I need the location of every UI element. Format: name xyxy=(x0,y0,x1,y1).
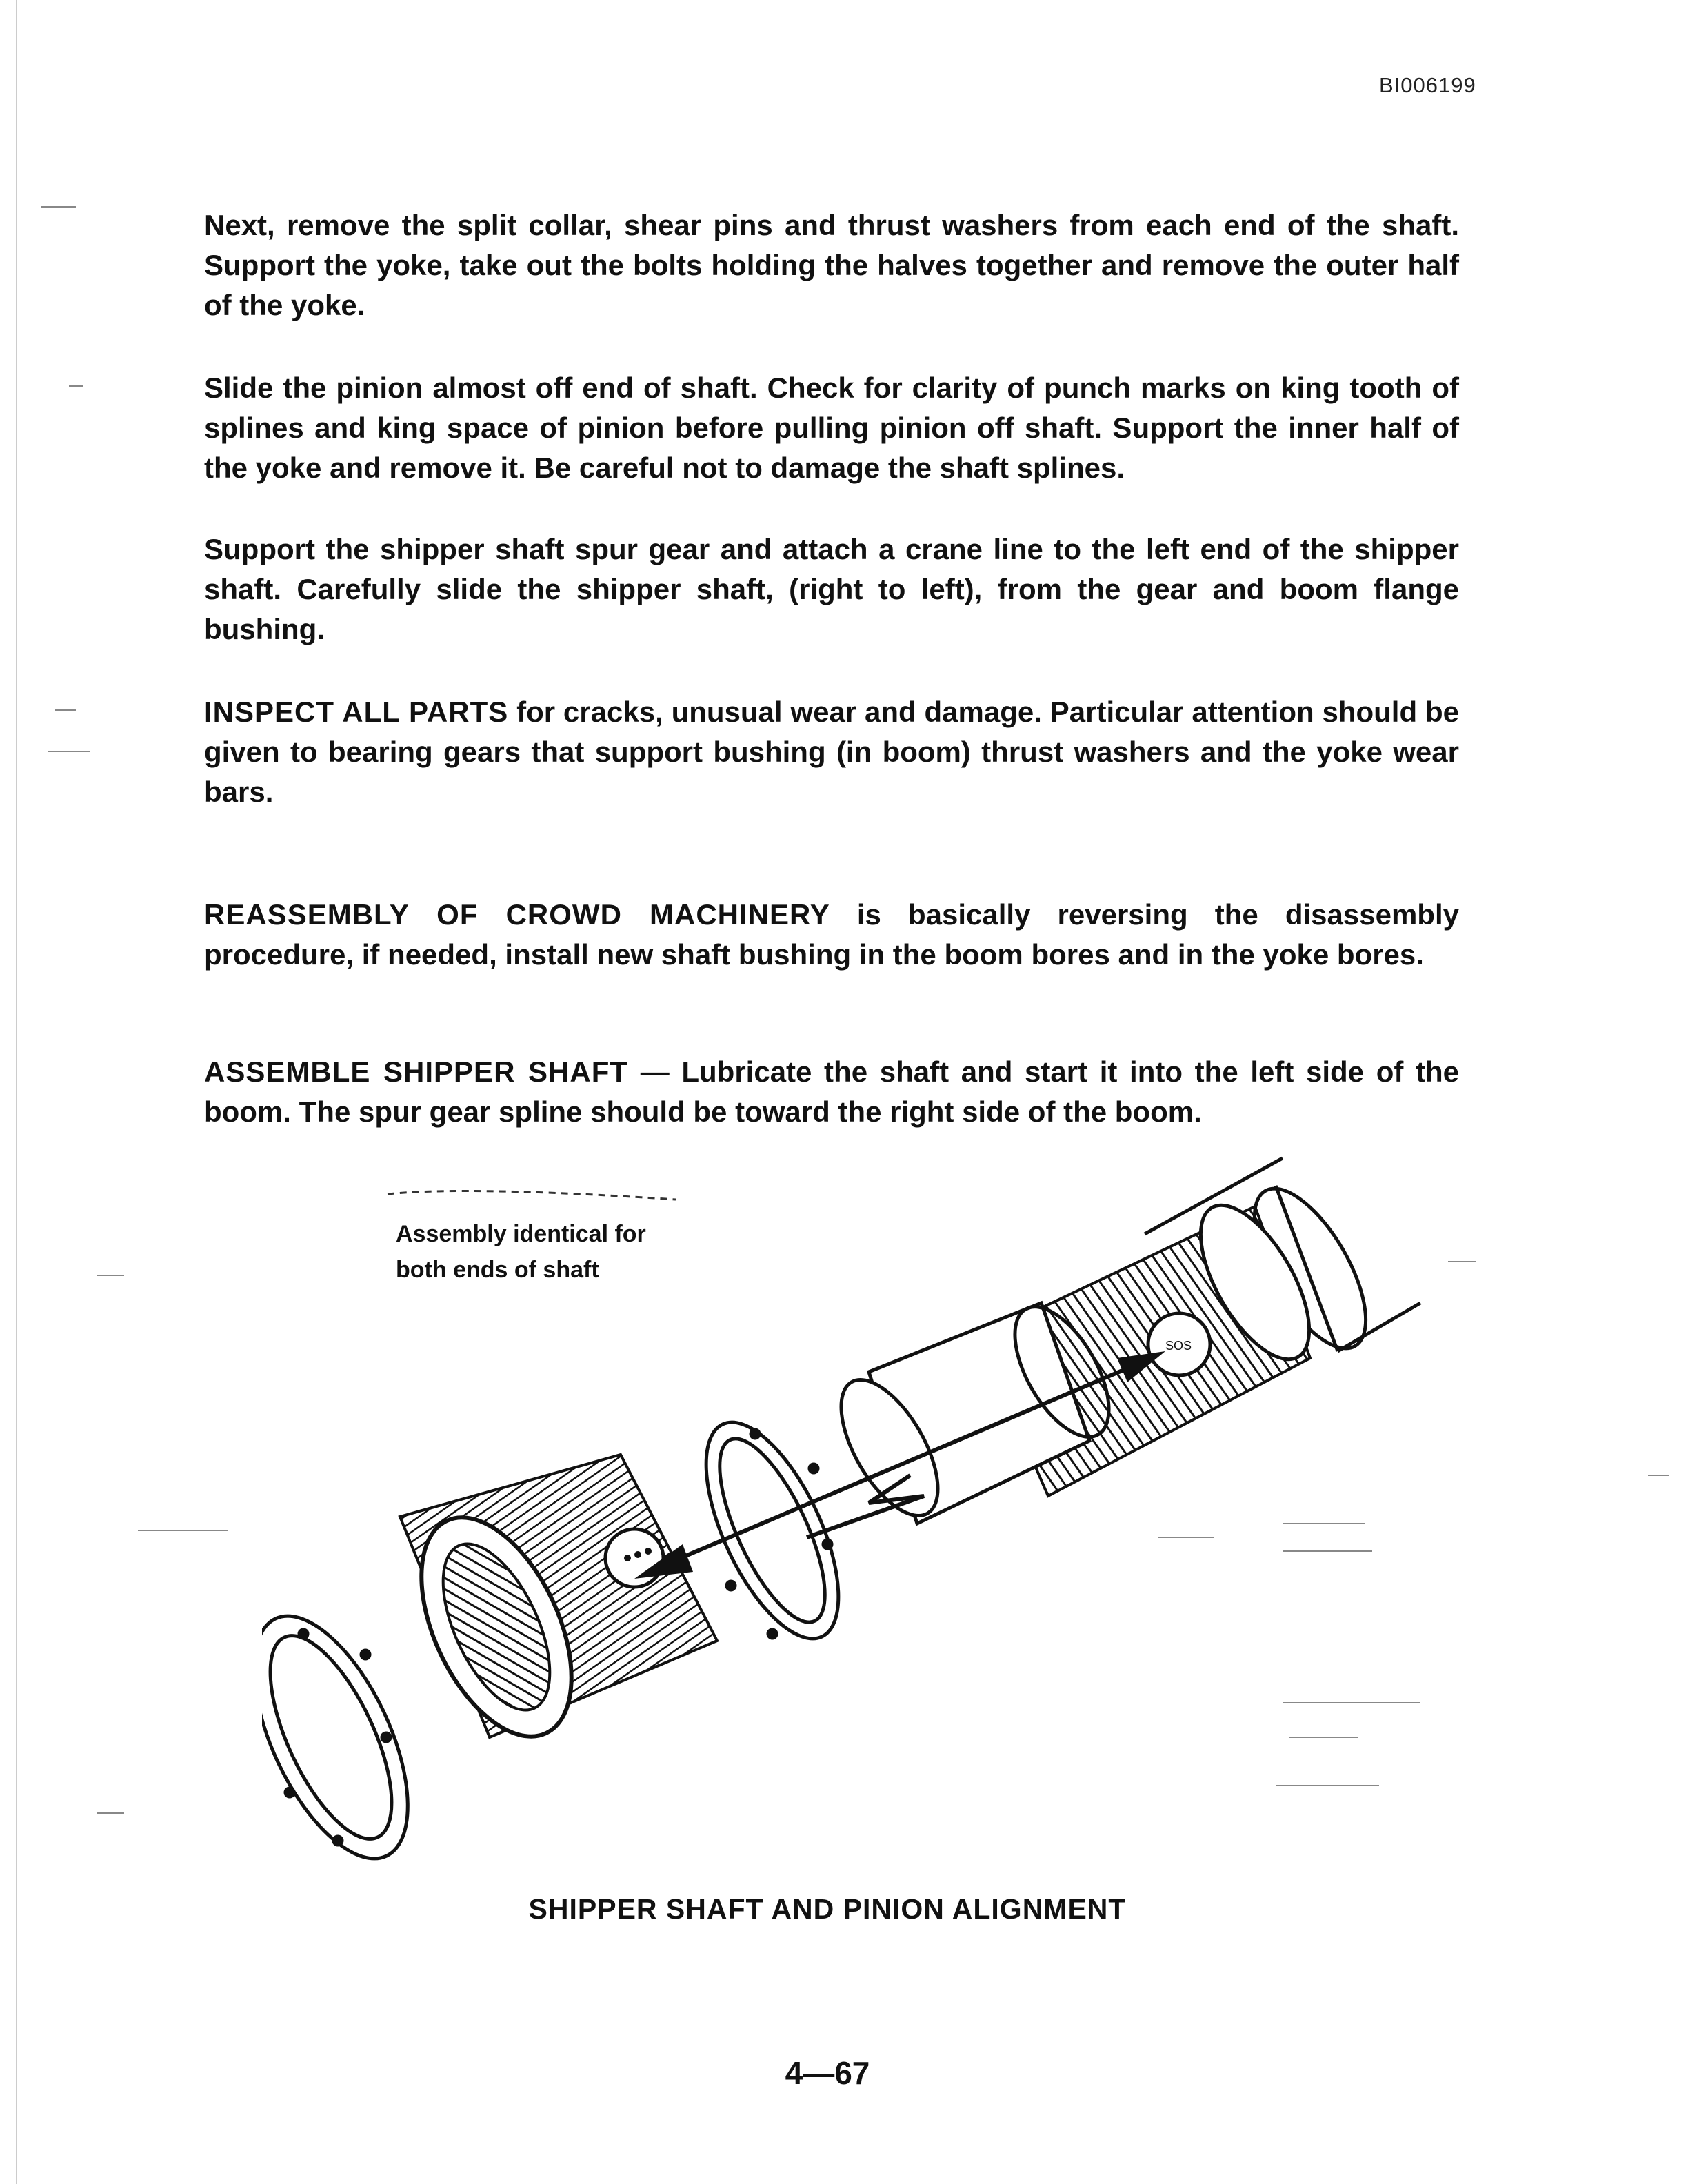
callout-line: both ends of shaft xyxy=(396,1257,599,1283)
paragraph-lead: INSPECT ALL PARTS xyxy=(204,696,509,728)
callout-line: Assembly identical for xyxy=(396,1221,646,1247)
paragraph-text: Slide the pinion almost off end of shaft. Check for clarity of punch marks on king tooth of splines and king space of pinion before pulling pinion off shaft. Support the inner half of the yoke and remove it. Be careful not to damage the shaft splines. xyxy=(204,372,1459,484)
document-id: BI006199 xyxy=(1379,73,1476,97)
paragraph-text: for cracks, unusual wear and damage. Particular attention should be given to bearing gears that support bushing (in boom) thrust washers and the yoke wear bars. xyxy=(204,696,1459,808)
paragraph-text: Support the shipper shaft spur gear and attach a crane line to the left end of the shipper shaft. Carefully slide the shipper shaft, (right to left), from the gear and boom flange bushing. xyxy=(204,533,1459,645)
paragraph-text: Next, remove the split collar, shear pins and thrust washers from each end of the shaft. Support the yoke, take out the bolts holding the halves together and remove the outer half of the yoke. xyxy=(204,209,1459,321)
paragraph-lead: REASSEMBLY OF CROWD MACHINERY xyxy=(204,898,830,931)
page-number: 4—67 xyxy=(785,2055,870,2091)
paragraph-text: is basically reversing the disassembly procedure, if needed, install new shaft bushing in the boom bores and in the yoke bores. xyxy=(204,898,1459,971)
paragraph-text: — Lubricate the shaft and start it into the left side of the boom. The spur gear spline should be toward the right side of the boom. xyxy=(204,1055,1459,1128)
svg-text:SOS: SOS xyxy=(1165,1339,1192,1353)
figure-caption: SHIPPER SHAFT AND PINION ALIGNMENT xyxy=(528,1893,1127,1925)
paragraph-lead: ASSEMBLE SHIPPER SHAFT xyxy=(204,1055,629,1088)
